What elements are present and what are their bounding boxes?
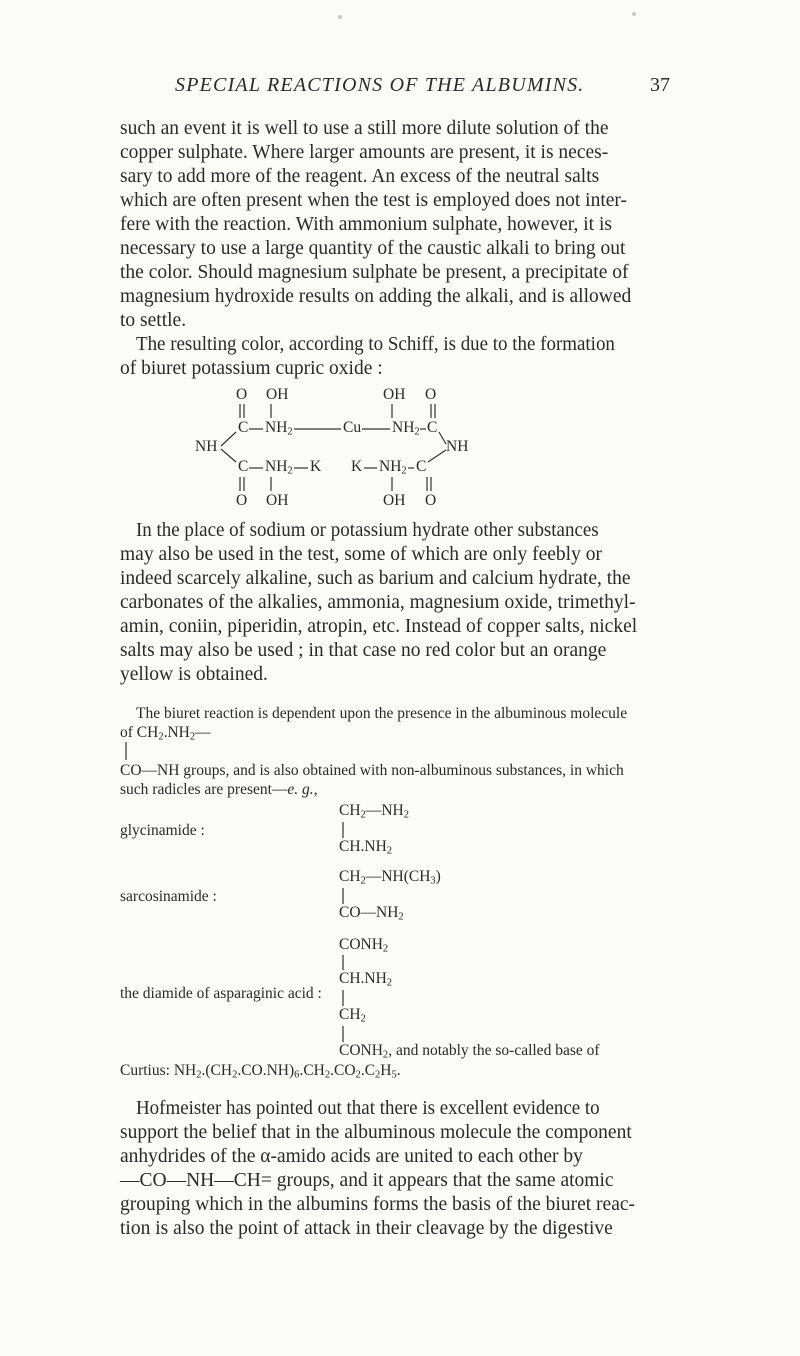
note-line: The biuret reaction is dependent upon the presence in the albuminous molecule [136,705,628,722]
text-line: —CO—NH—CH= groups, and it appears that the same atomic [120,1170,614,1191]
atom-c: C [238,458,249,475]
note-line: CO—NH groups, and is also obtained with non-albuminous substances, in which [120,762,624,779]
label-glycinamide: glycinamide : [120,822,205,839]
text-line: such an event it is well to use a still more dilute solution of the [120,118,609,139]
text-line: salts may also be used ; in that case no red color but an orange [120,640,607,661]
atom-o: O [425,386,437,403]
text-line: support the belief that in the albuminous molecule the component [120,1122,632,1143]
text-line: anhydrides of the α-amido acids are united to each other by [120,1146,583,1167]
text-line: sary to add more of the reagent. An excess of the neutral salts [120,166,600,187]
atom-o: O [236,386,248,403]
atom-o: O [425,492,437,509]
running-title: SPECIAL REACTIONS OF THE ALBUMINS. [175,74,585,96]
text-line: which are often present when the test is employed does not inter- [120,190,627,211]
atom-o: O [236,492,248,509]
group-nh2: $NH_2$ [379,458,407,477]
formula-sarcosinamide-line1: $CH_2—NH(CH_3)$ [339,868,441,887]
text-line: carbonates of the alkalies, ammonia, magnesium oxide, trimethyl- [120,592,636,613]
formula-glycinamide-line2: $CH.NH_2$ [339,838,393,857]
atom-k: K [310,458,322,475]
label-sarcosinamide: sarcosinamide : [120,888,217,905]
note-line: of $CH_2.NH_2—$ [120,724,211,743]
formula-asp-line1: $CONH_2$ [339,936,389,955]
text-line: The resulting color, according to Schiff, is due to the formation [136,334,615,355]
atom-oh: OH [383,492,406,509]
text-line: amin, coniin, piperidin, atropin, etc. Instead of copper salts, nickel [120,616,638,637]
group-nh2: $NH_2$ [265,458,293,477]
text-line: grouping which in the albumins forms the basis of the biuret reac- [120,1194,635,1215]
formula-sarcosinamide-line2: $CO—NH_2$ [339,904,404,923]
note-line: such radicles are present—e. g., [120,781,318,798]
text-line: indeed scarcely alkaline, such as barium and calcium hydrate, the [120,568,631,589]
atom-oh: OH [383,386,406,403]
curtius-formula: Curtius: $NH_2.(CH_2.CO.NH)_6.CH_2.CO_2.C_2H_5$. [120,1062,401,1081]
text-line: may also be used in the test, some of which are only feebly or [120,544,602,565]
text-line: magnesium hydroxide results on adding the alkali, and is allowed [120,286,632,307]
group-nh-left: NH [195,438,218,455]
atom-c: C [238,419,249,436]
atom-k: K [351,458,363,475]
text-line: tion is also the point of attack in their cleavage by the digestive [120,1218,613,1239]
formula-asp-line3: $CH_2$ [339,1006,366,1025]
group-nh2: $NH_2$ [392,419,420,438]
text-line: Hofmeister has pointed out that there is excellent evidence to [136,1098,600,1119]
group-nh2: $NH_2$ [265,419,293,438]
text-line: yellow is obtained. [120,664,268,685]
text-line: In the place of sodium or potassium hydrate other substances [136,520,599,541]
text-line: fere with the reaction. With ammonium sulphate, however, it is [120,214,612,235]
atom-c: C [416,458,427,475]
atom-oh: OH [266,386,289,403]
text-line: copper sulphate. Where larger amounts are present, it is neces- [120,142,609,163]
label-asparaginic: the diamide of asparaginic acid : [120,985,322,1002]
atom-oh: OH [266,492,289,509]
page-number: 37 [650,74,670,96]
group-nh-right: NH [446,438,469,455]
formula-asp-line4: $CONH_2$, and notably the so-called base of [339,1042,600,1061]
text-line: to settle. [120,310,187,331]
formula-glycinamide-line1: $CH_2—NH_2$ [339,802,409,821]
atom-cu: Cu [343,419,362,436]
text-line: of biuret potassium cupric oxide : [120,358,383,379]
atom-c: C [427,419,438,436]
formula-asp-line2: $CH.NH_2$ [339,970,393,989]
text-line: the color. Should magnesium sulphate be present, a precipitate of [120,262,629,283]
text-line: necessary to use a large quantity of the caustic alkali to bring out [120,238,626,259]
